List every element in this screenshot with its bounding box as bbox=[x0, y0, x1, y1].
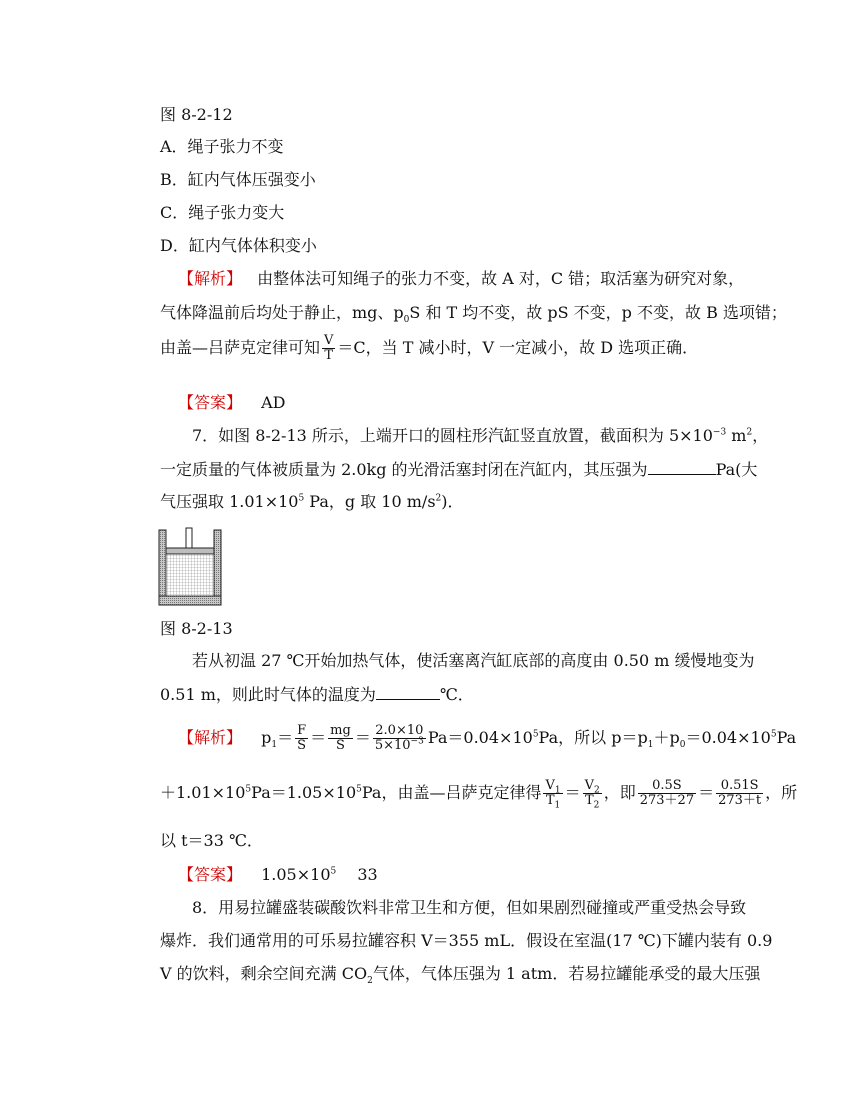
question-7b-line-1: 若从初温 27 ℃开始加热气体，使活塞离汽缸底部的高度由 0.50 m 缓慢地变为 bbox=[192, 651, 755, 670]
answer-tag: 【答案】 bbox=[178, 393, 243, 412]
question-7b-line-2: 0.51 m，则此时气体的温度为 ℃． bbox=[160, 685, 474, 704]
answer-value-temperature: 33 bbox=[357, 865, 378, 884]
option-d: D．缸内气体体积变小 bbox=[160, 236, 317, 255]
option-c: C．绳子张力变大 bbox=[160, 203, 285, 222]
figure-caption-8-2-13: 图 8-2-13 bbox=[160, 619, 233, 638]
answer-blank[interactable] bbox=[376, 683, 440, 700]
question-7-line-2: 一定质量的气体被质量为 2.0kg 的光滑活塞封闭在汽缸内，其压强为 Pa(大 bbox=[160, 460, 758, 479]
question-8-line-1: 8．用易拉罐盛装碳酸饮料非常卫生和方便，但如果剧烈碰撞或严重受热会导致 bbox=[192, 898, 747, 917]
question-7-line-3: 气压强取 $1.01\times 10^5$ Pa，g 取 10 $m/s^2$)． bbox=[160, 492, 464, 511]
answer-blank[interactable] bbox=[648, 458, 716, 475]
option-b: B．缸内气体压强变小 bbox=[160, 170, 316, 189]
answer-value: AD bbox=[261, 393, 286, 412]
fraction-v-over-t: $\frac{V}{T}$ bbox=[324, 333, 334, 363]
answer-value-pressure: $1.05\times 10^5$ bbox=[261, 865, 337, 884]
answer-2 bbox=[178, 864, 378, 886]
analysis-tag: 【解析】 bbox=[178, 728, 243, 747]
analysis-1-line-1: 【解析】 由整体法可知绳子的张力不变，故 A 对，C 错；取活塞为研究对象， bbox=[178, 269, 745, 288]
analysis-2-line-3: 以 t＝33 ℃． bbox=[160, 831, 263, 850]
cylinder-piston-figure bbox=[158, 522, 222, 606]
analysis-2-line-1: 【解析】 $p_1=$ $\frac{F}{S}$ ＝ $\frac{mg}{S}$ ＝ $\frac{2.0\times 10}{5\times 10^{-3}}$ $Pa=0.04\times 10^5Pa$，所以 $p=p_1+p_0=0.04\times 10^5Pa$ bbox=[178, 723, 797, 753]
analysis-tag: 【解析】 bbox=[178, 269, 243, 288]
analysis-1-line-3: 由盖—吕萨克定律可知 $\frac{V}{T}$ ＝C，当 T 减小时，V 一定减小，故 D 选项正确． bbox=[160, 333, 699, 363]
option-a: A．绳子张力不变 bbox=[160, 137, 284, 156]
question-7-line-1: 7．如图 8-2-13 所示，上端开口的圆柱形汽缸竖直放置，截面积为 $5\times 10^{-3}$ $m^2$， bbox=[192, 426, 769, 445]
analysis-2-line-2: $+1.01\times 10^5Pa=1.05\times 10^5Pa$，由盖—吕萨克定律得 $\frac{V_1}{T_1}$ ＝ $\frac{V_2}{T_2}$ ，即 $\frac{0.5S}{273+27}$ ＝ $\frac{0.51S}{273+t}$ ，所 bbox=[160, 778, 798, 811]
answer-tag: 【答案】 bbox=[178, 865, 243, 884]
figure-caption-8-2-12: 图 8-2-12 bbox=[160, 105, 233, 124]
question-8-line-2: 爆炸．我们通常用的可乐易拉罐容积 V＝355 mL．假设在室温(17 ℃)下罐内装有 0.9 bbox=[160, 931, 773, 950]
question-8-line-3: V 的饮料，剩余空间充满 $CO_2$气体，气体压强为 1 atm．若易拉罐能承受的最大压强 bbox=[160, 964, 761, 987]
answer-1 bbox=[178, 392, 286, 414]
analysis-1-line-2: 气体降温前后均处于静止，mg、$p_0S$ 和 T 均不变，故 pS 不变，p 不变，故 B 选项错； bbox=[160, 303, 787, 326]
